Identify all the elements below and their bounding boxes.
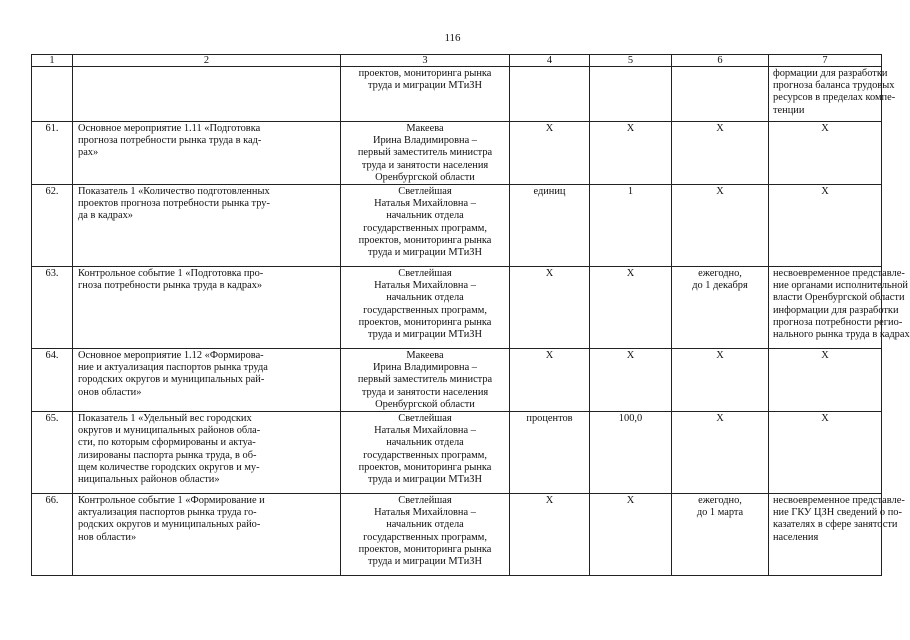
responsible-line: первый заместитель министра bbox=[357, 147, 493, 159]
risk-note-line: нального рынка труда в кадрах bbox=[773, 329, 910, 341]
value-cell: 100,0 bbox=[590, 412, 672, 494]
deadline-line: до 1 декабря bbox=[692, 280, 748, 292]
measure-name-line: нов области» bbox=[78, 531, 137, 543]
responsible-line: Светлейшая bbox=[398, 495, 452, 507]
column-number-header: 3 bbox=[341, 55, 510, 67]
column-number-header: 5 bbox=[590, 55, 672, 67]
table-row bbox=[32, 267, 882, 349]
deadline-line: Х bbox=[716, 350, 724, 362]
measure-name-line: родских округов и муниципальных райо- bbox=[78, 519, 261, 531]
measure-name-line: Контрольное событие 1 «Формирование и bbox=[78, 495, 265, 507]
value-cell: Х bbox=[590, 267, 672, 349]
responsible-person-cell bbox=[341, 412, 510, 494]
responsible-line: Наталья Михайловна – bbox=[374, 198, 476, 210]
risk-note-line: Х bbox=[821, 413, 829, 425]
measure-name-cell bbox=[73, 185, 341, 267]
measure-name-line: гноза потребности рынка труда в кадрах» bbox=[78, 280, 263, 292]
risk-note-line: населения bbox=[773, 531, 819, 543]
column-number-header: 7 bbox=[769, 55, 882, 67]
deadline-cell bbox=[672, 122, 769, 185]
unit-cell: единиц bbox=[510, 185, 590, 267]
measure-name-line: актуализация паспортов рынка труда го- bbox=[78, 507, 257, 519]
value-cell: Х bbox=[590, 122, 672, 185]
deadline-cell bbox=[672, 267, 769, 349]
responsible-person-cell bbox=[341, 349, 510, 412]
responsible-line: Ирина Владимировна – bbox=[372, 362, 477, 374]
responsible-line: Наталья Михайловна – bbox=[374, 507, 476, 519]
responsible-line: первый заместитель министра bbox=[357, 374, 493, 386]
deadline-line: Х bbox=[716, 186, 724, 198]
responsible-line: начальник отдела bbox=[386, 292, 464, 304]
responsible-line: проектов, мониторинга рынка bbox=[358, 316, 492, 328]
responsible-line: Светлейшая bbox=[398, 268, 452, 280]
measure-name-line: прогноза потребности рынка труда в кад- bbox=[78, 135, 262, 147]
unit-cell: Х bbox=[510, 349, 590, 412]
deadline-line: до 1 марта bbox=[696, 507, 744, 519]
row-number-cell: 61. bbox=[32, 122, 73, 185]
risk-note-line: ние органами исполнительной bbox=[773, 280, 908, 292]
measure-name-cell bbox=[73, 67, 341, 122]
risk-note-line: несвоевременное представле- bbox=[773, 495, 905, 507]
responsible-line: государственных программ, bbox=[363, 222, 487, 234]
table-row bbox=[32, 122, 882, 185]
value-cell: Х bbox=[590, 349, 672, 412]
deadline-line: ежегодно, bbox=[698, 495, 742, 507]
deadline-line: Х bbox=[716, 123, 724, 134]
deadline-cell bbox=[672, 67, 769, 122]
risk-note-cell bbox=[769, 349, 882, 412]
measure-name-line: Показатель 1 «Удельный вес городских bbox=[78, 413, 252, 425]
measure-name-cell bbox=[73, 267, 341, 349]
risk-note-line: Х bbox=[821, 350, 829, 362]
deadline-line: ежегодно, bbox=[698, 268, 742, 280]
measure-name-line: ниципальных районов области» bbox=[78, 474, 220, 486]
measure-name-line: Контрольное событие 1 «Подготовка про- bbox=[78, 268, 264, 280]
row-number-cell: 65. bbox=[32, 412, 73, 494]
responsible-line: начальник отдела bbox=[386, 437, 464, 449]
unit-cell: Х bbox=[510, 494, 590, 576]
measure-name-line: рах» bbox=[78, 147, 99, 159]
measure-name-line: онов области» bbox=[78, 386, 142, 398]
table-row bbox=[32, 349, 882, 412]
column-number-header: 2 bbox=[73, 55, 341, 67]
deadline-cell bbox=[672, 412, 769, 494]
responsible-person-cell bbox=[341, 122, 510, 185]
deadline-line: Х bbox=[716, 413, 724, 425]
deadline-cell bbox=[672, 185, 769, 267]
unit-cell bbox=[510, 67, 590, 122]
measure-name-line: да в кадрах» bbox=[78, 210, 133, 222]
risk-note-cell bbox=[769, 122, 882, 185]
responsible-line: проектов, мониторинга рынка bbox=[358, 461, 492, 473]
responsible-line: труда и миграции МТиЗН bbox=[367, 247, 482, 259]
risk-note-line: Х bbox=[821, 186, 829, 198]
measure-name-cell bbox=[73, 122, 341, 185]
row-number-cell bbox=[32, 67, 73, 122]
risk-note-line: прогноза потребности регио- bbox=[773, 316, 903, 328]
responsible-line: проектов, мониторинга рынка bbox=[358, 543, 492, 555]
row-number-cell: 62. bbox=[32, 185, 73, 267]
unit-cell: Х bbox=[510, 267, 590, 349]
measure-name-cell bbox=[73, 349, 341, 412]
deadline-cell bbox=[672, 349, 769, 412]
responsible-line: труда и миграции МТиЗН bbox=[367, 80, 482, 92]
responsible-line: государственных программ, bbox=[363, 531, 487, 543]
risk-note-cell bbox=[769, 267, 910, 349]
responsible-line: государственных программ, bbox=[363, 449, 487, 461]
risk-note-line: казателях в сфере занятости bbox=[773, 519, 898, 531]
responsible-line: Наталья Михайловна – bbox=[374, 280, 476, 292]
responsible-line: труда и занятости населения bbox=[361, 159, 489, 171]
risk-note-line: формации для разработки bbox=[773, 68, 888, 79]
risk-note-cell bbox=[769, 412, 882, 494]
measure-name-line: Основное мероприятие 1.12 «Формирова- bbox=[78, 350, 264, 362]
responsible-line: государственных программ, bbox=[363, 304, 487, 316]
row-number-cell: 64. bbox=[32, 349, 73, 412]
column-number-header: 1 bbox=[32, 55, 73, 67]
measure-name-line: Показатель 1 «Количество подготовленных bbox=[78, 186, 270, 198]
responsible-line: труда и миграции МТиЗН bbox=[367, 474, 482, 486]
responsible-line: Оренбургской области bbox=[375, 398, 475, 410]
value-cell: Х bbox=[590, 494, 672, 576]
column-number-header: 6 bbox=[672, 55, 769, 67]
measure-name-line: щем количестве городских округов и му- bbox=[78, 461, 260, 473]
measure-name-line: проектов прогноза потребности рынка тру- bbox=[78, 198, 270, 210]
row-number-cell: 66. bbox=[32, 494, 73, 576]
responsible-line: начальник отдела bbox=[386, 210, 464, 222]
measure-name-line: Основное мероприятие 1.11 «Подготовка bbox=[78, 123, 261, 134]
deadline-cell bbox=[672, 494, 769, 576]
measure-name-line: округов и муниципальных районов обла- bbox=[78, 425, 261, 437]
header-row bbox=[32, 55, 882, 67]
value-cell: 1 bbox=[590, 185, 672, 267]
responsible-person-cell bbox=[341, 67, 510, 122]
responsible-line: Оренбургской области bbox=[375, 171, 475, 183]
responsible-line: Светлейшая bbox=[398, 413, 452, 425]
measure-name-line: ние и актуализация паспортов рынка труда bbox=[78, 362, 268, 374]
measures-table bbox=[31, 54, 910, 576]
page-number: 116 bbox=[444, 32, 461, 44]
risk-note-line: ресурсов в пределах компе- bbox=[773, 92, 896, 104]
row-number-cell: 63. bbox=[32, 267, 73, 349]
responsible-line: труда и миграции МТиЗН bbox=[367, 329, 482, 341]
table-row bbox=[32, 67, 882, 122]
measure-name-cell bbox=[73, 494, 341, 576]
risk-note-line: Х bbox=[821, 123, 829, 134]
unit-cell: Х bbox=[510, 122, 590, 185]
measure-name-line: сти, по которым сформированы и актуа- bbox=[78, 437, 256, 449]
risk-note-line: власти Оренбургской области bbox=[773, 292, 905, 304]
value-cell bbox=[590, 67, 672, 122]
measure-name-line: лизированы паспорта рынка труда, в об- bbox=[78, 449, 257, 461]
responsible-line: начальник отдела bbox=[386, 519, 464, 531]
table-row bbox=[32, 185, 882, 267]
measure-name-line: городских округов и муниципальных рай- bbox=[78, 374, 265, 386]
risk-note-line: информации для разработки bbox=[773, 304, 899, 316]
risk-note-line: несвоевременное представле- bbox=[773, 268, 905, 280]
responsible-person-cell bbox=[341, 267, 510, 349]
responsible-line: Светлейшая bbox=[398, 186, 452, 198]
risk-note-line: прогноза баланса трудовых bbox=[773, 80, 895, 92]
responsible-line: труда и занятости населения bbox=[361, 386, 489, 398]
responsible-line: Ирина Владимировна – bbox=[372, 135, 477, 147]
responsible-person-cell bbox=[341, 494, 510, 576]
responsible-person-cell bbox=[341, 185, 510, 267]
table-row bbox=[32, 412, 882, 494]
responsible-line: проектов, мониторинга рынка bbox=[358, 234, 492, 246]
responsible-line: Наталья Михайловна – bbox=[374, 425, 476, 437]
risk-note-cell bbox=[769, 185, 882, 267]
measure-name-cell bbox=[73, 412, 341, 494]
risk-note-cell bbox=[769, 494, 905, 576]
risk-note-cell bbox=[769, 67, 896, 122]
risk-note-line: тенции bbox=[773, 104, 805, 116]
unit-cell: процентов bbox=[510, 412, 590, 494]
table-row bbox=[32, 494, 882, 576]
responsible-line: труда и миграции МТиЗН bbox=[367, 556, 482, 568]
responsible-line: проектов, мониторинга рынка bbox=[358, 68, 492, 79]
risk-note-line: ние ГКУ ЦЗН сведений о по- bbox=[773, 507, 902, 519]
responsible-line: Макеева bbox=[406, 123, 444, 134]
column-number-header: 4 bbox=[510, 55, 590, 67]
responsible-line: Макеева bbox=[406, 350, 444, 362]
